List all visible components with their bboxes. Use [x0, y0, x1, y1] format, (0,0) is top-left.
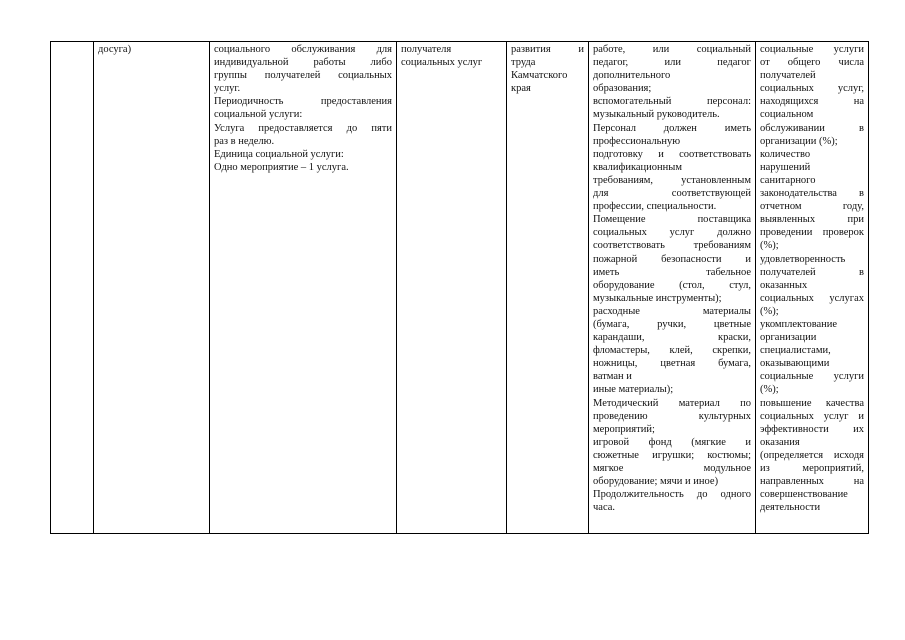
cell-text-line: проведению культурных: [593, 410, 751, 422]
cell-text-line: музыкальный руководитель.: [593, 109, 720, 121]
cell-text-line: (%);: [760, 384, 779, 396]
cell-text-line: отчетном году,: [760, 201, 864, 213]
cell-text-line: социальные услуги: [760, 371, 864, 383]
cell-text-line: Одно мероприятие – 1 услуга.: [214, 161, 349, 173]
cell-text-line: количество: [760, 148, 811, 160]
cell-text-line: (%);: [760, 240, 779, 252]
cell-text-line: индивидуальной работы либо: [214, 57, 392, 69]
cell-text-line: ножницы, цветная бумага,: [593, 358, 751, 370]
cell-text-line: вспомогательный персонал:: [593, 96, 751, 108]
cell-text-line: Персонал должен иметь: [593, 122, 751, 134]
cell-text-line: игровой фонд (мягкие и: [593, 436, 751, 448]
cell-text-line: социальных услугах: [760, 292, 864, 304]
table-row: [51, 42, 869, 534]
cell-text-line: требованиям, установленным: [593, 174, 751, 186]
cell-text-line: Помещение поставщика: [593, 214, 751, 226]
cell-text-line: повышение качества: [760, 397, 864, 409]
cell-text-line: мероприятий;: [593, 423, 655, 435]
cell-text-line: выявленных при: [760, 214, 864, 226]
cell-text-line: дополнительного: [593, 70, 671, 82]
cell-text-line: пожарной безопасности и: [593, 253, 751, 265]
cell-text-line: Продолжительность до одного: [593, 489, 751, 501]
cell-text-line: подготовку и соответствовать: [593, 148, 751, 160]
cell-text-line: Услуга предоставляется до пяти: [214, 122, 392, 134]
cell-text-line: санитарного: [760, 174, 816, 186]
cell-text-line: для соответствующей: [593, 188, 751, 200]
cell-text-line: Периодичность предоставления: [214, 96, 392, 108]
recipient-text-line: социальных услуг: [401, 57, 483, 69]
cell-text-line: Камчатского: [511, 70, 568, 82]
cell-text-line: соответствовать требованиям: [593, 240, 751, 252]
cell-text-line: законодательства в: [760, 188, 864, 200]
cell-text-line: обслуживании в: [760, 122, 864, 134]
cell-text-line: (%);: [760, 305, 779, 317]
conditions-cell: [589, 42, 756, 534]
cell-text-line: получателей в: [760, 266, 864, 278]
cell-text-line: от общего числа: [760, 57, 864, 69]
cell-text-line: квалификационным: [593, 161, 682, 173]
cell-text-line: получателей: [760, 70, 816, 82]
cell-text-line: расходные материалы: [593, 305, 751, 317]
cell-text-line: иные материалы);: [593, 384, 674, 396]
cell-text-line: укомплектование: [760, 318, 838, 330]
cell-text-line: оказанных: [760, 279, 808, 291]
cell-text-line: специалистами,: [760, 345, 831, 357]
cell-text-line: профессиональную: [593, 135, 681, 147]
cell-text-line: развития и: [511, 44, 584, 55]
recipient-text-line: получателя: [401, 44, 452, 55]
recipient-cell: [397, 42, 507, 534]
services-table: [50, 41, 869, 534]
cell-text-line: оказывающими: [760, 358, 830, 370]
cell-text-line: социального обслуживания для: [214, 44, 392, 55]
quality-indicators-cell: [756, 42, 869, 534]
cell-text-line: нарушений: [760, 161, 811, 173]
service-description-cell: [210, 42, 397, 534]
cell-text-line: оборудование (стол, стул,: [593, 279, 751, 291]
cell-text-line: удовлетворенность: [760, 253, 846, 265]
service-name-text: досуга): [98, 44, 132, 55]
cell-text-line: Методический материал по: [593, 397, 751, 409]
cell-text-line: совершенствование: [760, 489, 848, 501]
cell-text-line: карандаши, краски,: [593, 332, 751, 344]
cell-text-line: деятельности: [760, 502, 821, 514]
cell-text-line: края: [511, 83, 531, 95]
cell-text-line: группы получателей социальных: [214, 70, 392, 82]
cell-text-line: профессии, специальности.: [593, 201, 717, 213]
cell-text-line: социальном: [760, 109, 814, 121]
cell-text-line: оборудование; мячи и иное): [593, 476, 719, 488]
cell-text-line: оказания: [760, 436, 800, 448]
cell-text-line: организации: [760, 332, 817, 344]
cell-text-line: из мероприятий,: [760, 463, 864, 474]
cell-text-line: раз в неделю.: [214, 135, 275, 147]
cell-text-line: (определяется исходя: [760, 449, 864, 461]
cell-text-line: труда: [511, 57, 536, 69]
tariff-cell: [507, 42, 589, 534]
cell-text-line: проведении проверок: [760, 227, 864, 239]
cell-text-line: (бумага, ручки, цветные: [593, 318, 751, 330]
cell-text-line: социальных услуг,: [760, 83, 864, 95]
number-cell: [51, 42, 94, 534]
cell-text-line: социальные услуги: [760, 44, 864, 55]
cell-text-line: музыкальные инструменты);: [593, 292, 722, 304]
cell-text-line: социальных услуг должно: [593, 227, 751, 239]
cell-text-line: организации (%);: [760, 135, 838, 147]
cell-text-line: социальной услуги:: [214, 109, 303, 121]
cell-text-line: фломастеры, клей, скрепки,: [593, 345, 751, 357]
cell-text-line: услуг.: [214, 83, 241, 95]
cell-text-line: часа.: [593, 502, 616, 514]
cell-text-line: социальных услуг и: [760, 410, 864, 422]
service-name-cell: [94, 42, 210, 534]
cell-text-line: иметь табельное: [593, 266, 751, 278]
cell-text-line: мягкое модульное: [593, 463, 751, 474]
cell-text-line: ватман и: [593, 371, 632, 383]
cell-text-line: эффективности их: [760, 423, 864, 435]
cell-text-line: Единица социальной услуги:: [214, 148, 344, 160]
cell-text-line: направленных на: [760, 476, 864, 488]
cell-text-line: педагог, или педагог: [593, 57, 751, 69]
cell-text-line: образования;: [593, 83, 652, 95]
cell-text-line: работе, или социальный: [593, 44, 751, 55]
cell-text-line: сюжетные игрушки; костюмы;: [593, 449, 751, 461]
cell-text-line: находящихся на: [760, 96, 864, 108]
